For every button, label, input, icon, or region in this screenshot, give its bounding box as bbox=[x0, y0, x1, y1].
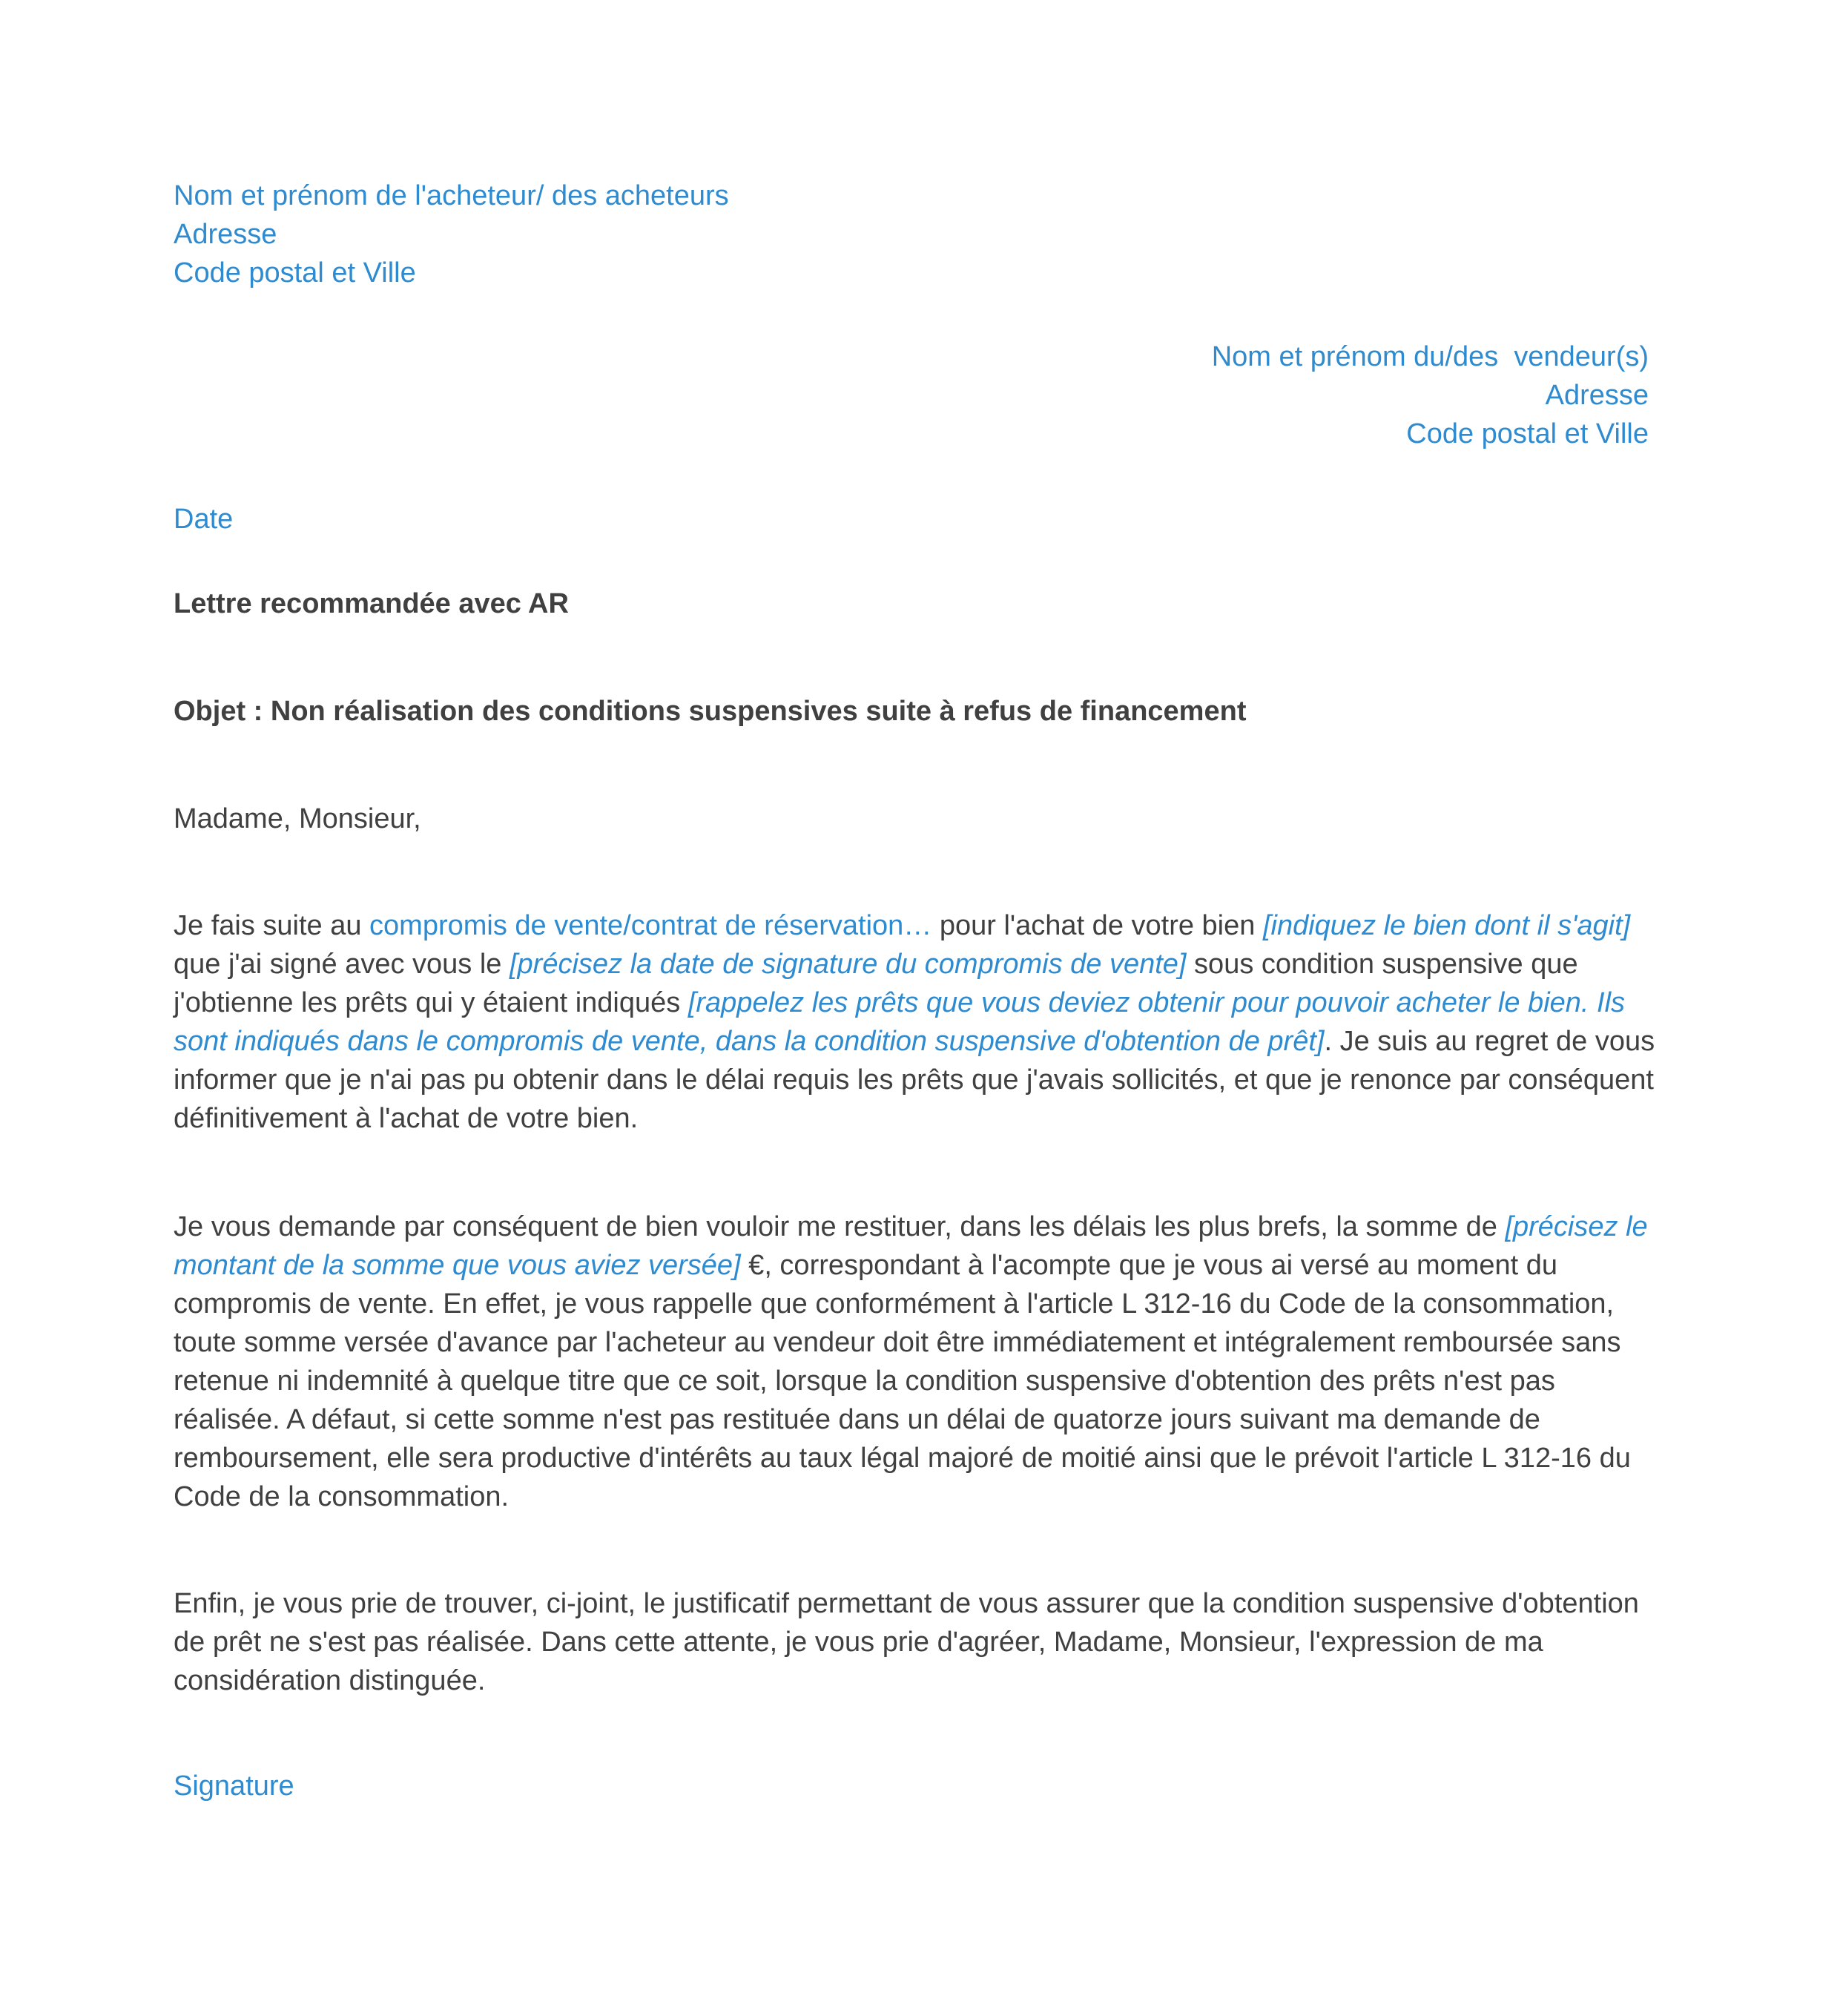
paragraph-1-text-2: pour l'achat de votre bien bbox=[931, 910, 1263, 941]
paragraph-2-text-1: Je vous demande par conséquent de bien vouloir me restituer, dans les délais les plus brefs, la somme de bbox=[174, 1211, 1506, 1242]
paragraph-1-text-5: . Je suis au regret de vous informer que je n'ai pas pu obtenir dans le délai requis les prêts que j'avais sollicités, et que je renonce par conséquent définitivement à l'achat de votre bien. bbox=[174, 1026, 1655, 1134]
sender-block bbox=[174, 177, 729, 292]
recipient-city: Code postal et Ville bbox=[1406, 418, 1649, 449]
amount-placeholder: [précisez le montant de la somme que vous aviez versée] bbox=[174, 1211, 1648, 1281]
paragraph-1-text-4: sous condition suspensive que j'obtienne les prêts qui y étaient indiqués bbox=[174, 949, 1578, 1018]
paragraph-1-text-3: que j'ai signé avec vous le bbox=[174, 949, 510, 980]
sender-city: Code postal et Ville bbox=[174, 257, 416, 289]
sender-address: Adresse bbox=[174, 219, 277, 250]
paragraph-2 bbox=[174, 1208, 1657, 1516]
recipient-address: Adresse bbox=[1545, 380, 1649, 411]
delivery-mode: Lettre recommandée avec AR bbox=[174, 588, 569, 619]
letter-date: Date bbox=[174, 504, 234, 535]
recipient-block bbox=[1212, 337, 1649, 453]
contract-type-placeholder: compromis de vente/contrat de réservation… bbox=[369, 910, 932, 941]
paragraph-1-text-1: Je fais suite au bbox=[174, 910, 370, 941]
paragraph-1 bbox=[174, 906, 1657, 1138]
recipient-name: Nom et prénom du/des vendeur(s) bbox=[1211, 341, 1649, 372]
salutation: Madame, Monsieur, bbox=[174, 803, 421, 834]
sender-name: Nom et prénom de l'acheteur/ des acheteurs bbox=[174, 180, 729, 211]
property-placeholder: [indiquez le bien dont il s'agit] bbox=[1262, 910, 1631, 941]
signature-date-placeholder: [précisez la date de signature du compromis de vente] bbox=[509, 949, 1187, 980]
paragraph-3: Enfin, je vous prie de trouver, ci-joint, le justificatif permettant de vous assurer que la condition suspensive d'obtention de prêt ne s'est pas réalisée. Dans cette attente, je vous prie d'agréer, Madame, Monsieur, l'expression de ma considération distinguée. bbox=[174, 1588, 1639, 1696]
paragraph-2-text-2: €, correspondant à l'acompte que je vous ai versé au moment du compromis de vente. En effet, je vous rappelle que conformément à l'article L 312-16 du Code de la consommation, toute somme versée d'avance par l'acheteur au vendeur doit être immédiatement et intégralement remboursée sans retenue ni indemnité à quelque titre que ce soit, lorsque la condition suspensive d'obtention des prêts n'est pas réalisée. A défaut, si cette somme n'est pas restituée dans un délai de quatorze jours suivant ma demande de remboursement, elle sera productive d'intérêts au taux légal majoré de moitié ainsi que le prévoit l'article L 312-16 du Code de la consommation. bbox=[174, 1250, 1631, 1512]
signature-placeholder: Signature bbox=[174, 1770, 294, 1802]
letter-subject: Objet : Non réalisation des conditions suspensives suite à refus de financement bbox=[174, 696, 1247, 727]
loans-placeholder: [rappelez les prêts que vous deviez obtenir pour pouvoir acheter le bien. Ils sont indiqués dans le compromis de vente, dans la condition suspensive d'obtention de prêt] bbox=[174, 987, 1626, 1057]
